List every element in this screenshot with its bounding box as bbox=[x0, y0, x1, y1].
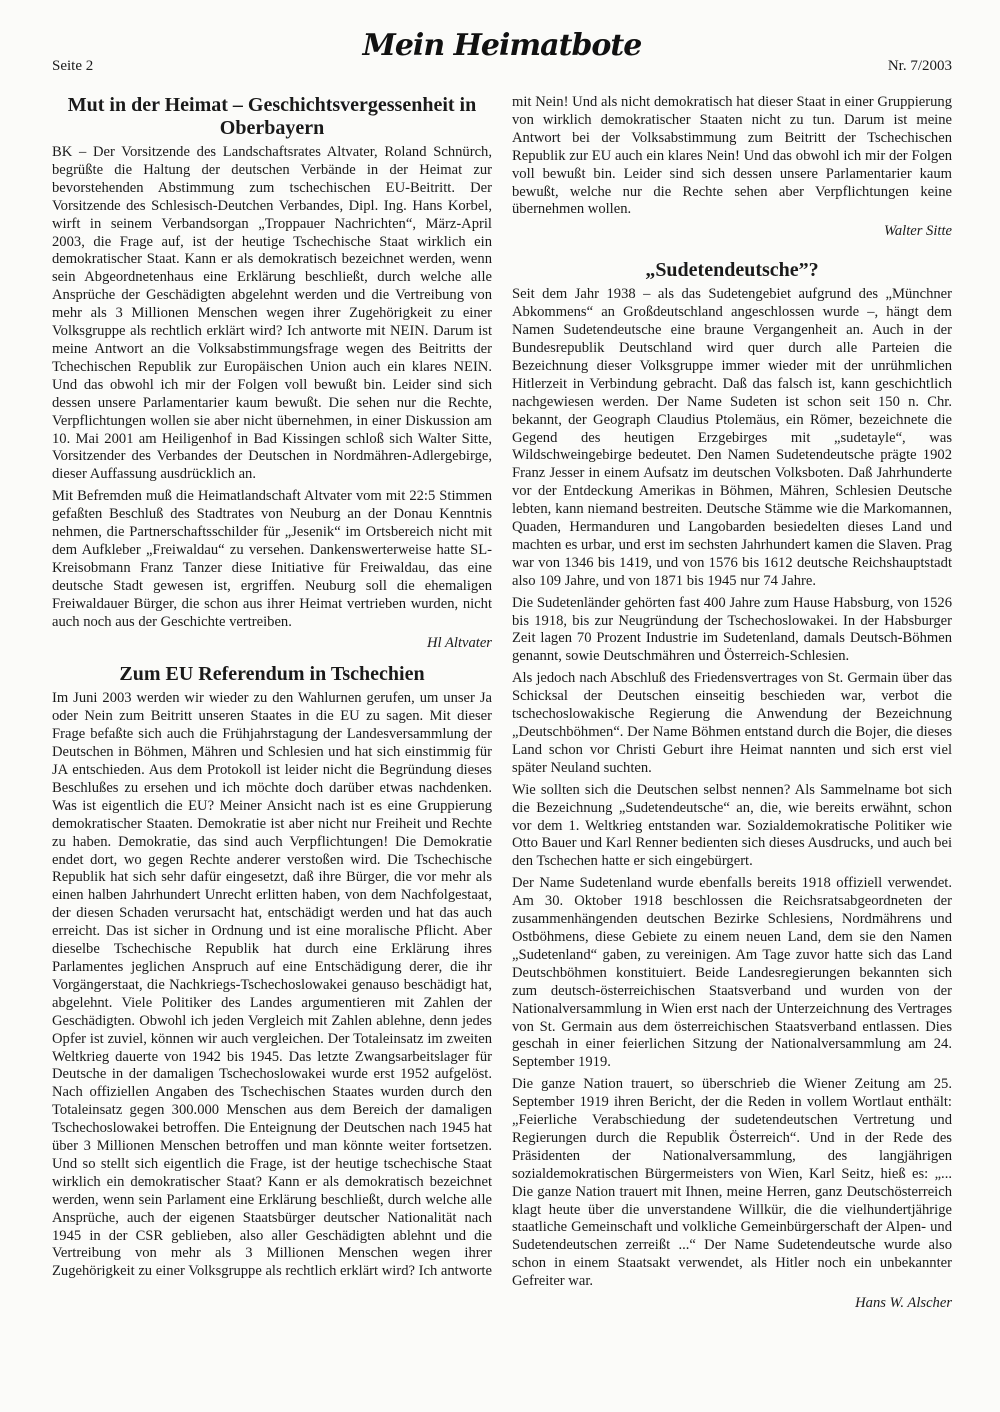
article-referendum-title: Zum EU Referendum in Tschechien bbox=[119, 663, 425, 686]
article-referendum-continued bbox=[512, 94, 952, 241]
article-heimat-paragraph: BK – Der Vorsitzende des Landschaftsrates Altvater, Roland Schnürch, begrüßte die Haltung der deutschen Verbände in der Heimat zur bevorstehenden Abstimmung zum tschechischen EU-Beitritt. Der Vorsitzende des Schlesisch-Deutchen Verbandes, Dipl. Ing. Hans Korbel, wirft in seinem Verbandsorgan „Troppauer Nachrichten“, März-April 2003, die Frage auf, ist der heutige Tschechische Staat wirklich ein demokratischer Staat. Kann er als demokratisch bezeichnet werden, wenn sein Abgeordnetenhaus eine Erklärung beschließt, durch welche alle Ansprüche der Geschädigten abgelehnt werden und die Vertreibung von mehr als 3 Millionen Menschen wegen ihrer Zugehörigkeit zu einer Volksgruppe als rechtlich erklärt wird? Ich antworte mit NEIN. Darum ist meine Antwort an die Volksabstimmungsfrage wegen des Beitritts der Tchechischen Republik zur Europäischen Union auch ein klares NEIN. Und das obwohl ich mir der Folgen voll bewußt bin. Leider sind sich dessen unsere Parlamentarier kaum bewußt. Die sehen nur die Rechte, Verpflichtungen wollen sie aber nicht übernehmen, in einer Diskussion am 10. Mai 2001 am Heiligenhof in Bad Kissingen schloß sich Walter Sitte, Vorsitzender des Verbandes der Deutschen in Nordmähren-Adlergebirge, dieser Auffassung ausdrücklich an. bbox=[52, 144, 492, 483]
page-header bbox=[52, 28, 952, 74]
divider bbox=[512, 241, 952, 259]
article-sudeten-paragraph: Die Sudetenländer gehörten fast 400 Jahre zum Hause Habsburg, von 1526 bis 1918, bis zur Neugründung der Tschechoslowakei. In der Habsburger Zeit lagen 70 Prozent Industrie im Sudetenland, damals Deutsch-Böhmen genannt, sowie Deutschmähren und Österreich-Schlesien. bbox=[512, 594, 952, 665]
masthead-logo: Mein Heimatbote bbox=[362, 28, 642, 63]
article-sudeten-signature: Hans W. Alscher bbox=[855, 1295, 952, 1312]
article-sudeten-paragraph: Als jedoch nach Abschluß des Friedensvertrages von St. Germain über das Schicksal der Deutschen einseitig beschieden war, verbot die tschechoslowakische Regierung die Anwendung der Bezeichnung „Deutschböhmen“. Der Name Böhmen entstand durch die Bojer, die dieses Land schon vor Christi Geburt ihre Heimat nannten und sich erst viel später Neuland suchten. bbox=[512, 670, 952, 776]
article-sudeten-title: „Sudetendeutsche”? bbox=[645, 259, 819, 282]
article-heimat bbox=[52, 94, 492, 653]
issue-number: Nr. 7/2003 bbox=[887, 58, 952, 74]
article-heimat-title: Mut in der Heimat – Geschichtsvergessenheit in Oberbayern bbox=[67, 94, 477, 139]
article-heimat-paragraph: Mit Befremden muß die Heimatlandschaft Altvater vom mit 22:5 Stimmen gefaßten Beschluß des Stadtrates von Neuburg an der Donau Kenntnis nehmen, die Partnerschaftsschilder für „Jesenik“ im Ortsbereich nicht mit dem Aufkleber „Freiwaldau“ zu versehen. Dankenswerterweise hatte SL-Kreisobmann Franz Tanzer diese Initiative für Freiwaldau, das eine deutsche Stadt gewesen ist, ergriffen. Neuburg soll die ehemaligen Freiwaldauer Bürger, die schon aus ihrer Heimat vertrieben wurden, nicht auch noch aus der Geschichte vertreiben. bbox=[52, 488, 492, 630]
article-referendum-paragraph: mit Nein! Und als nicht demokratisch hat dieser Staat in einer Gruppierung von wirklich demokratischer Staaten nicht zu tun. Darum ist meine Antwort bei der Volksabstimmung zum Beitritt der Tschechischen Republik zur EU auch ein klares Nein! Und das obwohl ich mir der Folgen voll bewußt bin. Leider sind sich dessen unsere Parlamentarier kaum bewußt, welche nur die Rechte sehen aber Verpflichtungen keine übernehmen wollen. bbox=[512, 94, 952, 218]
article-sudeten-paragraph: Der Name Sudetenland wurde ebenfalls bereits 1918 offiziell verwendet. Am 30. Oktober 1918 beschlossen die Reichsratsabgeordneten der zusammenhängenden deutschen Bezirke Schlesiens, Nordmährens und Ostböhmens, diese Gebiete zu einem neuen Land, dem sie den Namen „Sudetenland“ gaben, zu vereinigen. Am Tage zuvor hatte sich das Land Deutschböhmen konstituiert. Beide Landesregierungen bekannten sich zum deutsch-österreichischen Staatsverband und wurden von der Nationalversammlung in Wien erst nach der Unterzeichnung des Vertrages von St. Germain aus dem österreichischen Staatsverband entlassen. Dies geschah in einer feierlichen Sitzung der Nationalversammlung am 24. September 1919. bbox=[512, 875, 952, 1071]
article-heimat-signature: Hl Altvater bbox=[427, 635, 492, 652]
article-referendum-signature: Walter Sitte bbox=[884, 223, 952, 240]
article-sudeten-paragraph: Wie sollten sich die Deutschen selbst nennen? Als Sammelname bot sich die Bezeichnung „Sudetendeutsche“ an, die, wie bereits erwähnt, schon vor dem 1. Weltkrieg entstanden war. Sozialdemokratische Politiker wie Otto Bauer und Karl Renner bedienten sich dieses Ausdrucks, und auch bei den Tschechen hatte er sich eingebürgert. bbox=[512, 781, 952, 870]
left-column bbox=[52, 94, 492, 1285]
page-number: Seite 2 bbox=[52, 58, 94, 74]
article-sudeten bbox=[512, 259, 952, 1313]
article-referendum-paragraph: Im Juni 2003 werden wir wieder zu den Wahlurnen gerufen, um unser Ja oder Nein zum Beitritt unseren Staates in die EU zu sagen. Mit dieser Frage befaßte sich auch die Frühjahrstagung der Landesversammlung der Deutschen in Böhmen, Mähren und Schlesien und hat sich einstimmig für JA entschieden. Aus dem Protokoll ist leider nicht die Begründung dieses Beschlußes zu ersehen und ich möchte doch darüber etwas nachdenken. Was ist eigentlich die EU? Meiner Ansicht nach ist es eine Gruppierung demokratischer Staaten. Demokratie ist aber nicht nur Freiheit und Rechte zu haben. Demokratie, das sind auch Verpflichtungen! Die Demokratie endet dort, wo gegen Rechte anderer verstoßen wird. Die Tschechische Republik hat sich sehr dafür eingesetzt, daß ihre Bürger, die vor mehr als einen halben Jahrhundert Unrecht erlitten haben, von dem Nachfolgestaat, der diesen Schaden verursacht hat, entschädigt werden und hat das auch erreicht. Das ist sicher in Ordnung und ist eine moralische Pflicht. Aber dieselbe Tschechische Republik hat durch eine Erklärung ihres Parlamentes jeglichen Anspruch auf eine Entschädigung derer, die ihr Vorgängerstaat, die Nachkriegs-Tschechoslowakei genauso beschädigt hat, abgelehnt. Viele Politiker des Landes argumentieren mit Zahlen der Geschädigten. Obwohl ich jeden Vergleich mit Zahlen ablehne, denn jedes Opfer ist zuviel, können wir auch vergleichen. Der Totaleinsatz im zweiten Weltkrieg dauerte von 1942 bis 1945. Das letzte Zwangsarbeitslager für Deutsche in der damaligen Tschechoslowakei wurde erst 1952 aufgelöst. Nach offiziellen Angaben des Tschechischen Staates wurden durch den Totaleinsatz gegen 300.000 Menschen aus dem Bereich der damaligen Tschechoslowakei betroffen. Die Enteignung der Deutschen nach 1945 hat über 3 Millionen Menschen betroffen und man könnte weiter fortsetzen. Und so stellt sich eigentlich die Frage, ist der heutige tschechische Staat wirklich ein demokratischer Staat? Kann er als demokratisch bezeichnet werden, wenn sein Parlament eine Erklärung beschließt, durch welche alle Ansprüche, auch der eigenen Staatsbürger deutscher Nationalität nach 1945 in der CSR geblieben, also aller Geschädigten ablehnt und die Vertreibung von mehr als 3 Millionen Menschen wegen ihrer Zugehörigkeit zu einer Volksgruppe als rechtlich erklärt wird? Ich antworte bbox=[52, 690, 492, 1280]
article-referendum bbox=[52, 663, 492, 1281]
right-column bbox=[512, 94, 952, 1313]
article-sudeten-paragraph: Seit dem Jahr 1938 – als das Sudetengebiet aufgrund des „Münchner Abkommens“ an Großdeutschland angeschlossen wurde –, hängt dem Namen Sudetendeutsche eine braune Vergangenheit an. Auch in der Bundesrepublik Deutschland wird quer durch alle Parteien die Bezeichnung dieser Volksgruppe immer wieder mit der unrühmlichen Hitlerzeit in Verbindung gebracht. Daß das falsch ist, kann geschichtlich nachgewiesen werden. Der Name Sudeten ist schon seit 150 n. Chr. bekannt, der Geograph Claudius Ptolemäus, ein Römer, bezeichnete die Gegend des heutigen Erzgebirges mit „sudetayle“, was Wildschweingebirge bedeutet. Den Namen Sudetendeutsche prägte 1902 Franz Jesser in einem Aufsatz im deutschen Volksboten. Daß Jahrhunderte vor der Entdeckung Amerikas in Böhmen, Mähren, Schlesien Deutsche lebten, kann niemand bestreiten. Deutsche Stämme wie die Markomannen, Quaden, Hermanduren und Langobarden besiedelten dieses Land und machten es urbar, und erst im sechsten Jahrhundert kamen die Slaven. Prag war von 1346 bis 1419, und von 1576 bis 1612 deutsche Reichshauptstadt also 109 Jahre, und von 1871 bis 1945 nur 74 Jahre. bbox=[512, 286, 952, 589]
article-sudeten-paragraph: Die ganze Nation trauert, so überschrieb die Wiener Zeitung am 25. September 1919 ihren Bericht, der die Reden in vollem Wortlaut enthält: „Feierliche Verabschiedung der sudetendeutschen Vertretung und Regierungen durch die Republik Österreich“. Und in der Rede des Präsidenten der Nationalversammlung, des langjährigen sozialdemokratischen Bürgermeisters von Wien, Karl Seitz, hieß es: „... Die ganze Nation trauert mit Ihnen, meine Herren, ganz Deutschösterreich klagt heute über die unverstandene Willkür, die die vielhundertjährige staatliche Gemeinschaft und volkliche Gemeinbürgerschaft der Alpen- und Sudetendeutschen zerreißt ...“ Der Name Sudetendeutsche wurde also schon in einem Staatsakt verwendet, als Hitler noch ein unbekannter Gefreiter war. bbox=[512, 1076, 952, 1290]
